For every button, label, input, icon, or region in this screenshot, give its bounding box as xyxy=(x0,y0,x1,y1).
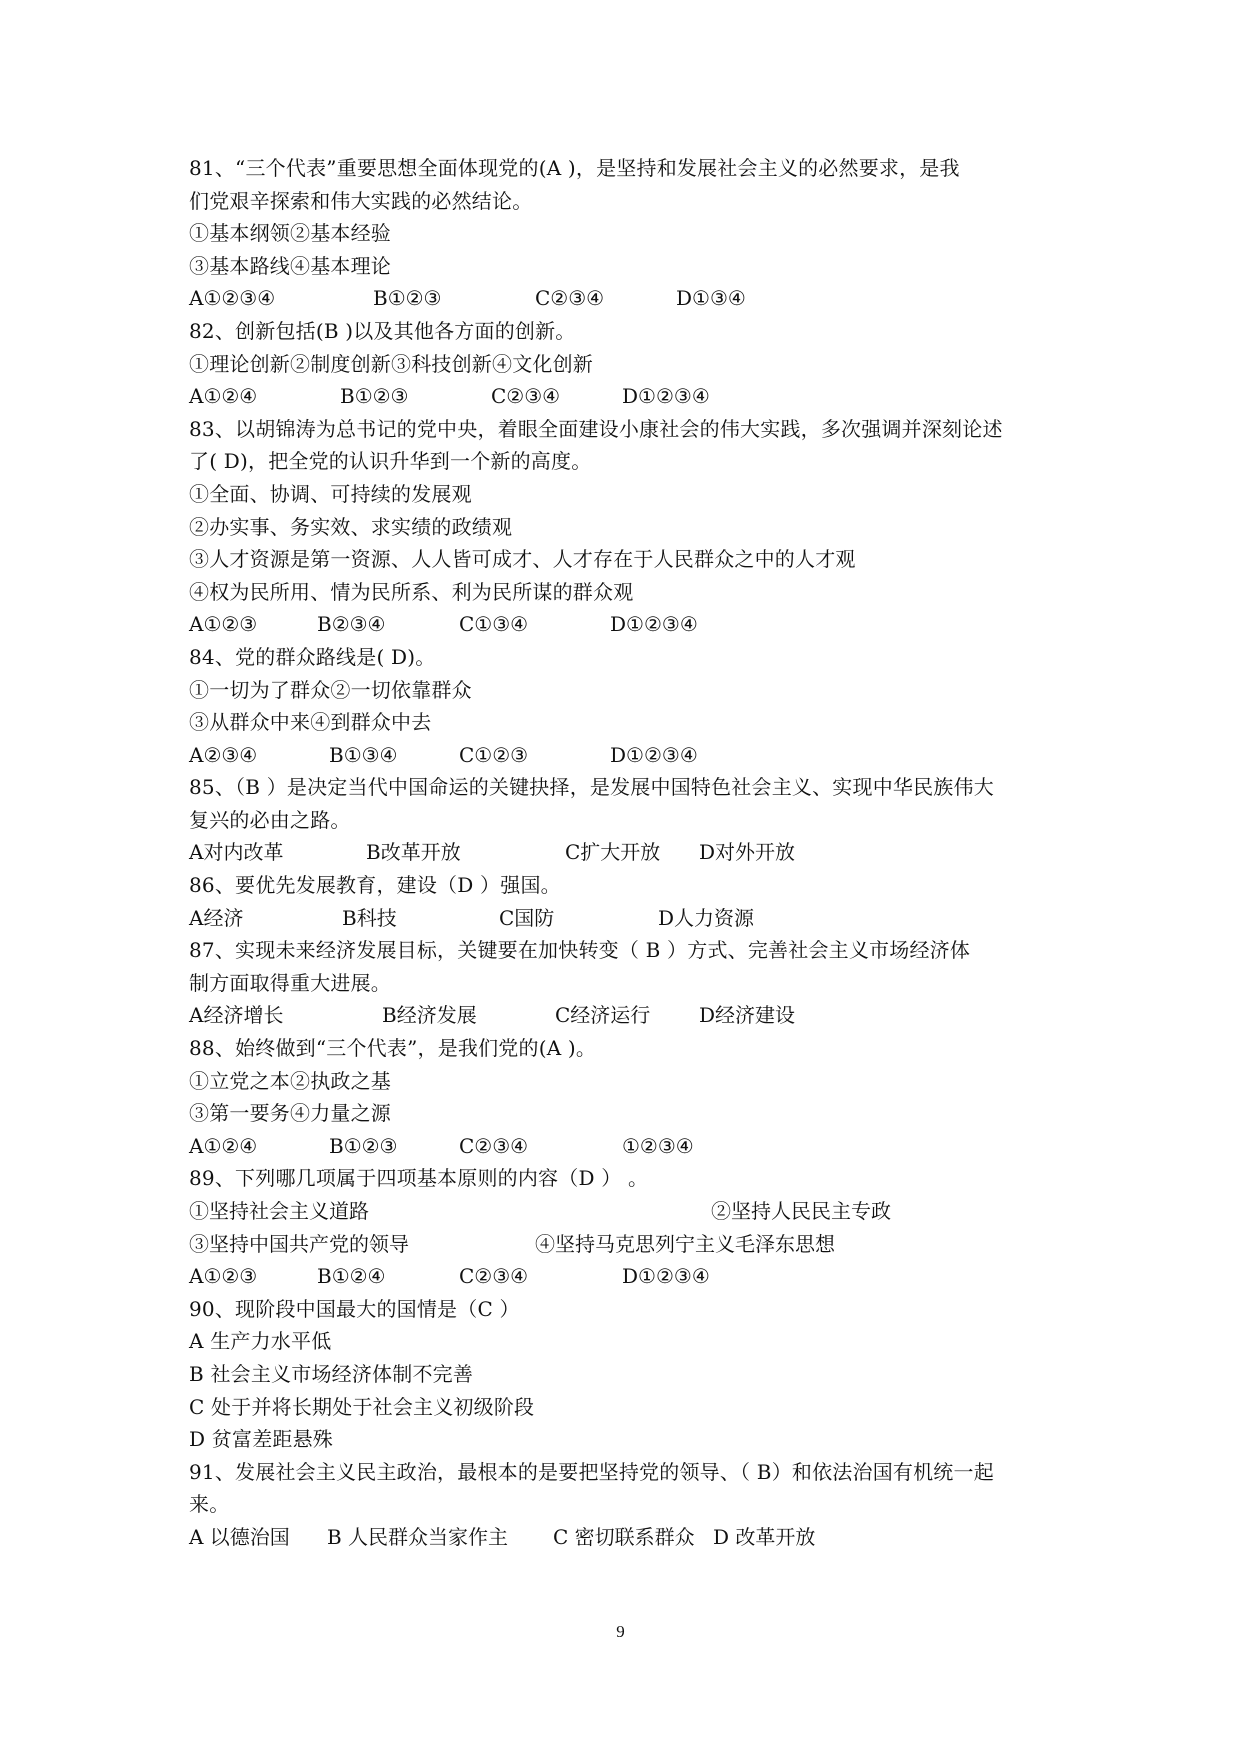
option-a: A①②③ xyxy=(189,612,258,637)
option-b: B①②③ xyxy=(329,1133,398,1158)
principle-3: ③坚持中国共产党的领导 xyxy=(189,1231,409,1256)
question-81-options xyxy=(189,282,1069,315)
question-89-line-1: 89、下列哪几项属于四项基本原则的内容（D ） 。 xyxy=(189,1166,649,1191)
option-d: D①②③④ xyxy=(622,384,710,409)
option-a: A①②③ xyxy=(189,1264,258,1289)
principle-4: ④坚持马克思列宁主义毛泽东思想 xyxy=(535,1231,835,1256)
option-b: B 人民群众当家作主 xyxy=(327,1524,509,1549)
question-83-line-1: 83、以胡锦涛为总书记的党中央，着眼全面建设小康社会的伟大实践，多次强调并深刻论述 xyxy=(189,416,1003,441)
question-86-line-1: 86、要优先发展教育，建设（D ）强国。 xyxy=(189,873,561,898)
question-87-line-2: 制方面取得重大进展。 xyxy=(189,970,391,995)
option-b: B①②④ xyxy=(317,1264,386,1289)
question-90-option-b: B 社会主义市场经济体制不完善 xyxy=(189,1361,474,1386)
question-83-line-2: 了( D)，把全党的认识升华到一个新的高度。 xyxy=(189,449,592,474)
question-89-principles-row-1 xyxy=(189,1195,1069,1228)
question-87-line-1: 87、实现未来经济发展目标，关键要在加快转变（ B ）方式、完善社会主义市场经济体 xyxy=(189,938,971,963)
question-83-options xyxy=(189,608,1069,641)
option-d: D①②③④ xyxy=(610,612,698,637)
option-b: B经济发展 xyxy=(382,1003,477,1028)
option-d: D经济建设 xyxy=(699,1003,796,1028)
question-81-line-1: 81、“三个代表”重要思想全面体现党的(A )，是坚持和发展社会主义的必然要求，是我 xyxy=(189,156,960,180)
option-d: D①②③④ xyxy=(610,742,698,767)
option-c: C国防 xyxy=(499,905,555,930)
question-88-line-1: 88、始终做到“三个代表”，是我们党的(A )。 xyxy=(189,1036,597,1061)
question-88-items-2: ③第一要务④力量之源 xyxy=(189,1101,391,1126)
option-c: C 密切联系群众 xyxy=(553,1524,695,1549)
option-d: D 改革开放 xyxy=(713,1524,816,1549)
question-81-items-2: ③基本路线④基本理论 xyxy=(189,253,391,278)
option-b: B①②③ xyxy=(340,384,409,409)
option-b: B①②③ xyxy=(373,286,442,311)
option-c: C②③④ xyxy=(535,286,605,311)
question-85-options xyxy=(189,836,1069,869)
question-90-option-d: D 贫富差距悬殊 xyxy=(189,1427,333,1452)
option-c: C扩大开放 xyxy=(565,840,661,865)
question-84-items-1: ①一切为了群众②一切依靠群众 xyxy=(189,677,472,702)
question-83-item-1: ①全面、协调、可持续的发展观 xyxy=(189,481,472,506)
question-list xyxy=(189,152,1069,1554)
option-a: A②③④ xyxy=(189,742,258,767)
option-c: C经济运行 xyxy=(555,1003,651,1028)
question-89-options xyxy=(189,1260,1069,1293)
question-90-line-1: 90、现阶段中国最大的国情是（C ） xyxy=(189,1296,520,1321)
option-d: ①②③④ xyxy=(622,1133,694,1158)
question-91-line-1: 91、发展社会主义民主政治，最根本的是要把坚持党的领导、（ B）和依法治国有机统一起 xyxy=(189,1459,994,1484)
option-d: D①③④ xyxy=(676,286,746,311)
question-84-line-1: 84、党的群众路线是( D)。 xyxy=(189,644,436,669)
question-82-line-1: 82、创新包括(B )以及其他各方面的创新。 xyxy=(189,318,576,343)
option-a: A 以德治国 xyxy=(189,1524,290,1549)
question-86-options xyxy=(189,902,1069,935)
option-d: D对外开放 xyxy=(699,840,796,865)
question-82-options xyxy=(189,380,1069,413)
option-c: C②③④ xyxy=(459,1133,529,1158)
option-d: D①②③④ xyxy=(622,1264,710,1289)
question-83-item-2: ②办实事、务实效、求实绩的政绩观 xyxy=(189,514,513,539)
option-a: A经济增长 xyxy=(189,1003,284,1028)
question-83-item-4: ④权为民所用、情为民所系、利为民所谋的群众观 xyxy=(189,579,634,604)
question-84-options xyxy=(189,739,1069,772)
option-a: A①②③④ xyxy=(189,286,276,311)
option-b: B改革开放 xyxy=(366,840,461,865)
option-c: C①②③ xyxy=(459,742,529,767)
option-a: A①②④ xyxy=(189,1133,258,1158)
question-81-items-1: ①基本纲领②基本经验 xyxy=(189,221,391,246)
option-c: C②③④ xyxy=(491,384,561,409)
question-90-option-c: C 处于并将长期处于社会主义初级阶段 xyxy=(189,1394,535,1419)
question-88-options xyxy=(189,1130,1069,1163)
page-number: 9 xyxy=(616,1622,625,1641)
option-a: A经济 xyxy=(189,905,244,930)
option-d: D人力资源 xyxy=(658,905,755,930)
question-89-principles-row-2 xyxy=(189,1228,1069,1261)
option-b: B科技 xyxy=(342,905,397,930)
question-91-options xyxy=(189,1521,1069,1554)
question-85-line-1: 85、（B ）是决定当代中国命运的关键抉择，是发展中国特色社会主义、实现中华民族伟大 xyxy=(189,775,994,800)
principle-1: ①坚持社会主义道路 xyxy=(189,1199,369,1223)
question-83-item-3: ③人才资源是第一资源、人人皆可成才、人才存在于人民群众之中的人才观 xyxy=(189,547,856,572)
question-87-options xyxy=(189,999,1069,1032)
option-c: C②③④ xyxy=(459,1264,529,1289)
option-c: C①③④ xyxy=(459,612,529,637)
question-81-line-2: 们党艰辛探索和伟大实践的必然结论。 xyxy=(189,188,533,213)
question-88-items-1: ①立党之本②执政之基 xyxy=(189,1068,391,1093)
option-a: A对内改革 xyxy=(189,840,284,865)
question-90-option-a: A 生产力水平低 xyxy=(189,1329,332,1354)
principle-2: ②坚持人民民主专政 xyxy=(711,1199,891,1223)
question-91-line-2: 来。 xyxy=(189,1492,230,1517)
question-82-items: ①理论创新②制度创新③科技创新④文化创新 xyxy=(189,351,593,376)
option-b: B①③④ xyxy=(329,742,398,767)
option-a: A①②④ xyxy=(189,384,258,409)
question-84-items-2: ③从群众中来④到群众中去 xyxy=(189,710,432,735)
question-85-line-2: 复兴的必由之路。 xyxy=(189,807,351,832)
option-b: B②③④ xyxy=(317,612,386,637)
